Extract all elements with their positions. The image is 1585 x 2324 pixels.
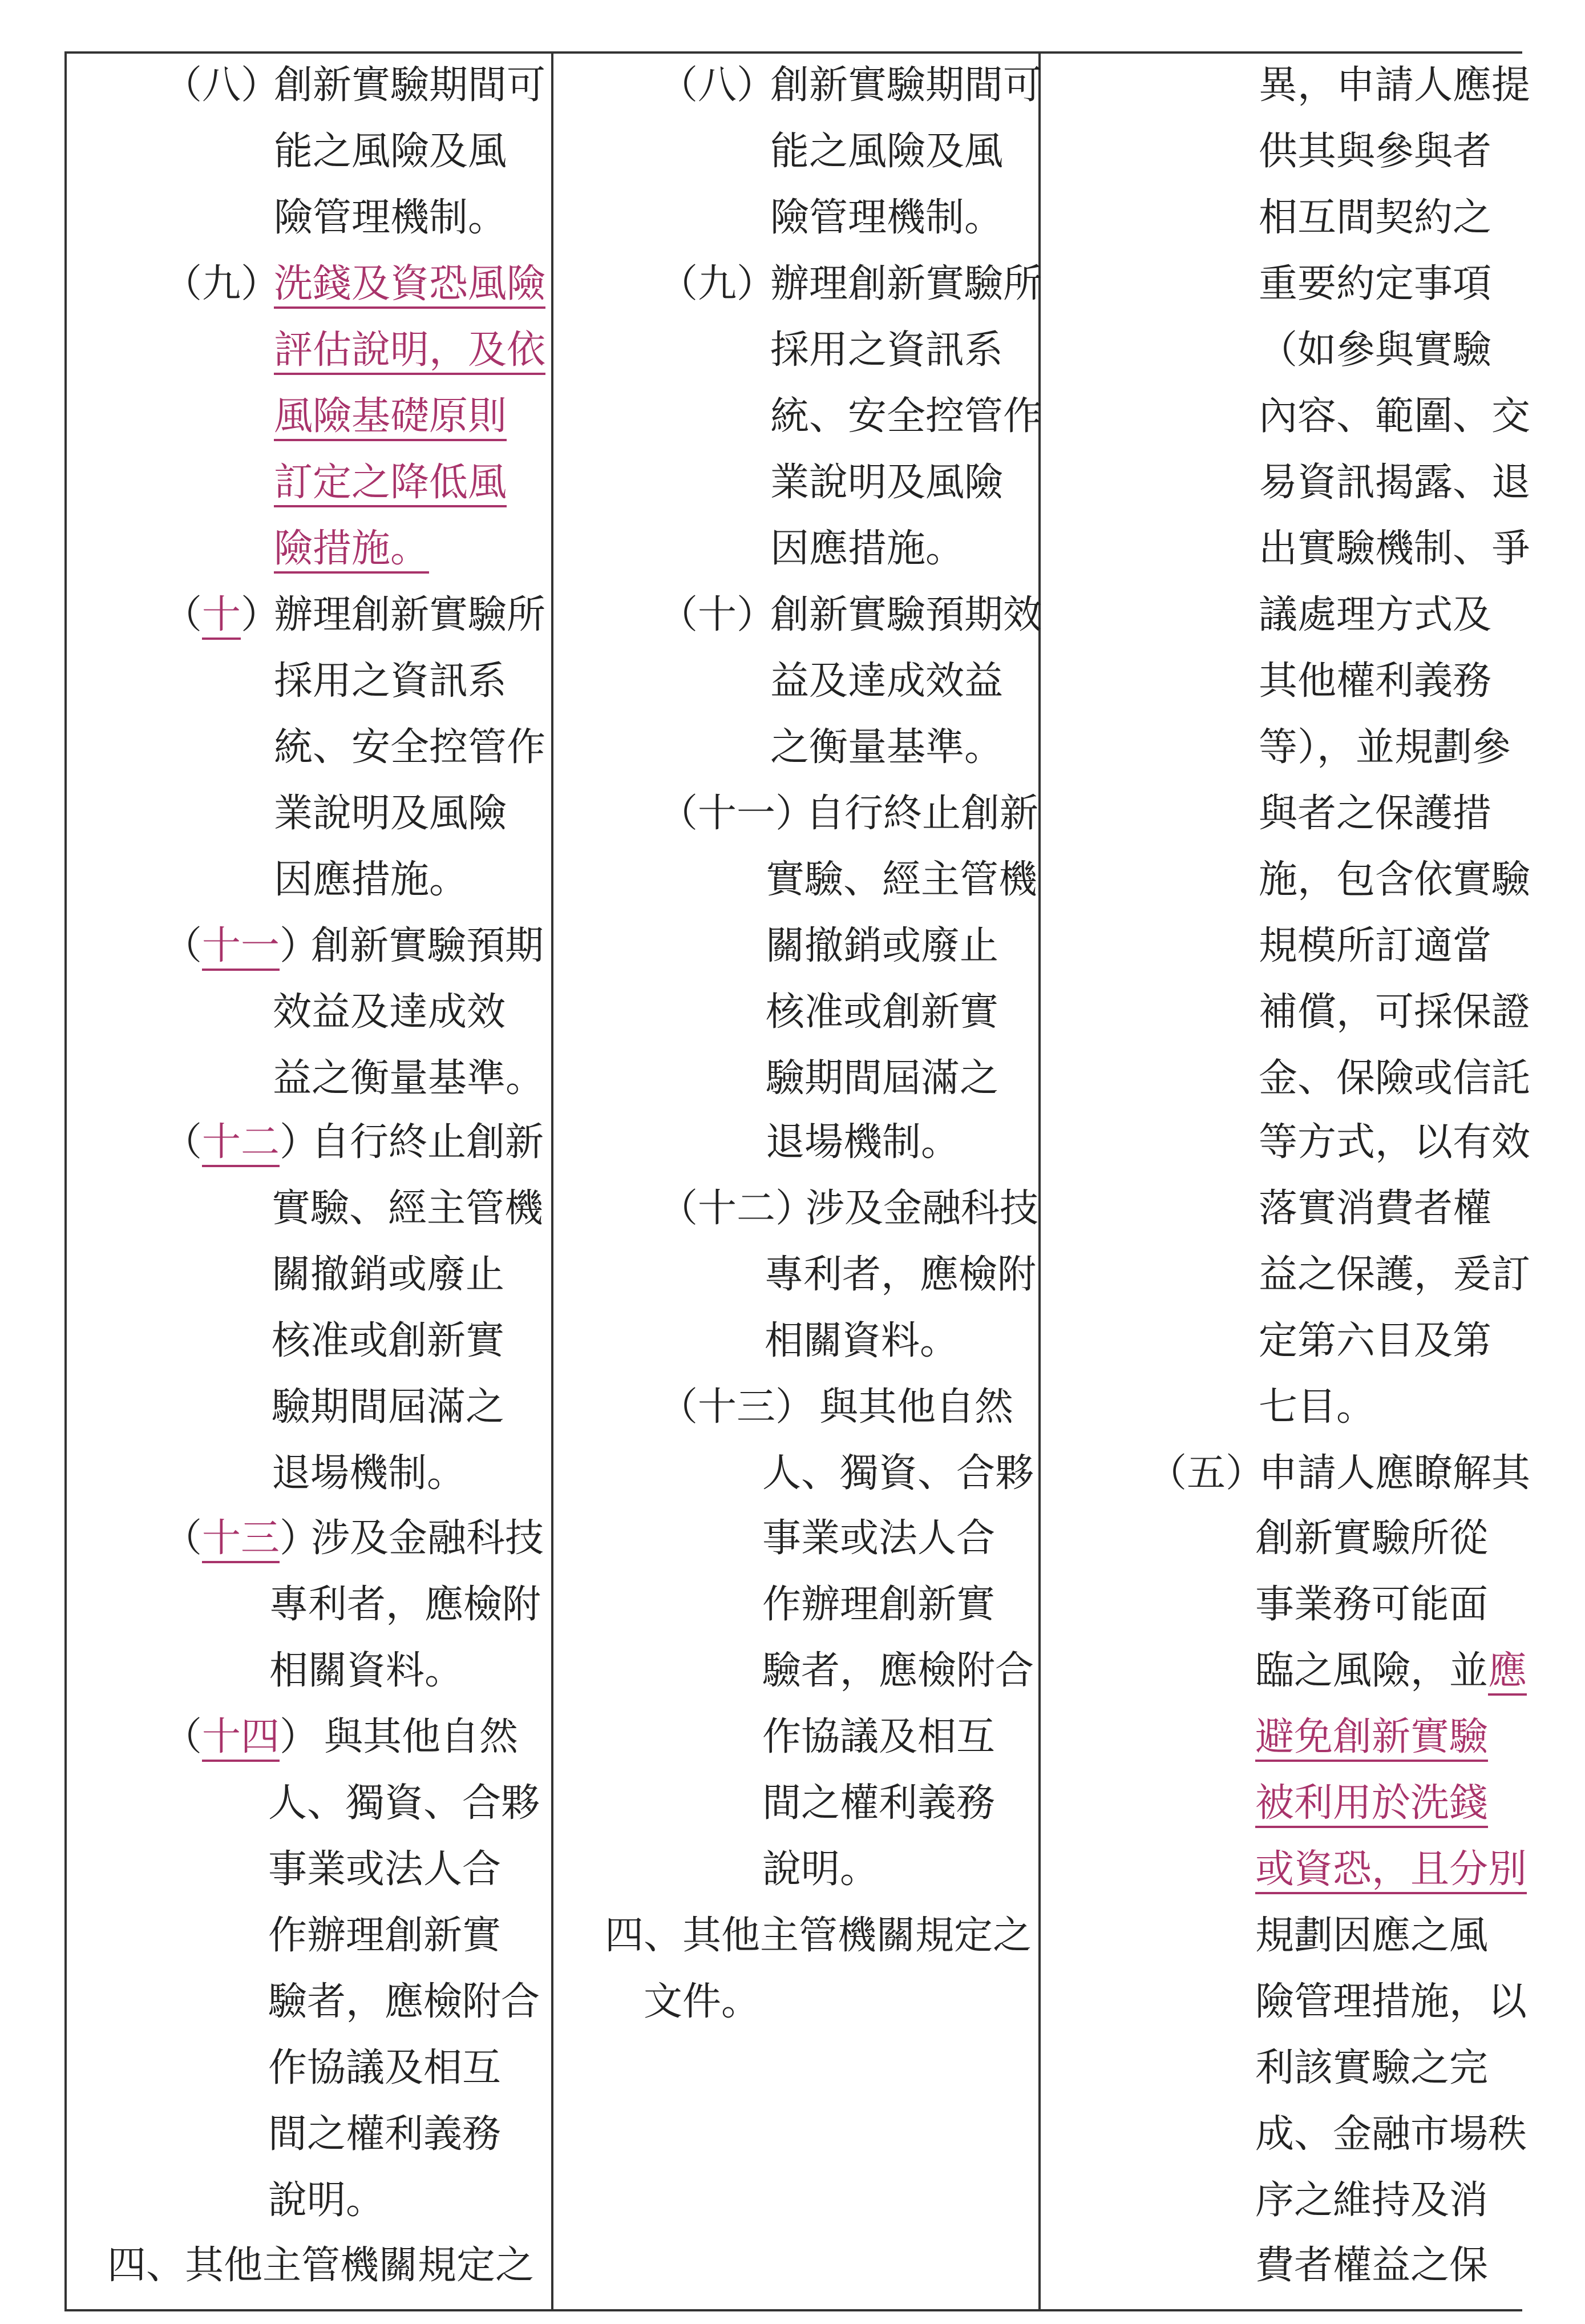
text-line: 業說明及風險 — [770, 460, 1004, 505]
text-line: 關撤銷或廢止 — [766, 923, 999, 969]
item-marker: （十） — [163, 592, 280, 638]
amended-number: 十 — [202, 592, 241, 640]
text-line: 內容、範圍、交 — [1259, 394, 1531, 439]
text-line: 等），並規劃參 — [1259, 725, 1511, 770]
amended-text-line: 被利用於洗錢 — [1255, 1781, 1488, 1828]
amended-number: 十二 — [202, 1120, 280, 1167]
text-line: 效益及達成效 — [273, 990, 506, 1035]
text-line: 驗期間屆滿之 — [766, 1056, 999, 1101]
item-marker: （十一） — [659, 791, 815, 836]
amended-text-line: 評估說明，及依 — [274, 328, 545, 375]
item-marker: （十三） — [659, 1385, 815, 1430]
text-line: 核准或創新實 — [272, 1318, 505, 1363]
text-line: 費者權益之保 — [1255, 2243, 1489, 2288]
item-marker: （九） — [659, 261, 776, 306]
text-line: 自行終止創新 — [311, 1120, 544, 1165]
item-marker: （十三） — [163, 1516, 318, 1562]
text-line: 驗者，應檢附合 — [268, 1979, 540, 2024]
text-line: 作協議及相互 — [268, 2045, 502, 2091]
text-line: 說明。 — [762, 1847, 879, 1892]
text-line: 施，包含依實驗 — [1259, 857, 1531, 902]
text-line: 涉及金融科技 — [311, 1516, 544, 1561]
text-line: 四、其他主管機關規定之 — [605, 1913, 1032, 1958]
text-line: 規劃因應之風 — [1255, 1913, 1489, 1958]
text-line: 創新實驗所從 — [1255, 1516, 1489, 1561]
text-line: 與者之保護措 — [1259, 791, 1492, 836]
text-line: 作辦理創新實 — [762, 1582, 996, 1627]
text-line: 文件。 — [644, 1979, 761, 2024]
text-line: 七目。 — [1259, 1385, 1376, 1430]
item-marker: （十） — [659, 592, 776, 638]
text-line: 業說明及風險 — [274, 791, 507, 836]
text-line: 人、獨資、合夥 — [762, 1451, 1034, 1496]
text-line: 能之風險及風 — [274, 129, 507, 174]
text-line: 供其與參與者 — [1259, 129, 1492, 174]
text-line: 險管理機制。 — [770, 195, 1004, 240]
item-marker: （九） — [163, 261, 280, 306]
amended-text-line: 或資恐，且分別 — [1255, 1847, 1527, 1894]
text-line: 說明。 — [268, 2178, 385, 2223]
text-line: 創新實驗預期 — [311, 923, 544, 969]
text-line: 實驗、經主管機 — [766, 857, 1038, 902]
text-line: 出實驗機制、爭 — [1259, 526, 1531, 571]
table-border-left — [64, 51, 67, 2311]
text-line: 相互間契約之 — [1259, 195, 1492, 240]
text-line: 與其他自然 — [819, 1385, 1014, 1430]
text-line: 退場機制。 — [766, 1120, 960, 1165]
text-line: 險管理措施，以 — [1255, 1979, 1527, 2024]
text-line: 專利者，應檢附 — [765, 1252, 1037, 1297]
amended-text-line: 風險基礎原則 — [274, 394, 507, 441]
text-line: 臨之風險，並應 — [1255, 1648, 1527, 1694]
text-line: 間之權利義務 — [268, 2112, 502, 2157]
item-marker: （十二） — [659, 1186, 815, 1231]
text-line: 事業務可能面 — [1255, 1582, 1489, 1627]
text-line: 落實消費者權 — [1259, 1186, 1492, 1231]
text-line: 益之衡量基準。 — [273, 1056, 545, 1101]
item-marker: （八） — [659, 63, 776, 108]
text-line: 申請人應瞭解其 — [1259, 1451, 1531, 1496]
amended-text-line: 訂定之降低風 — [274, 460, 507, 507]
amended-number: 十三 — [202, 1516, 280, 1563]
text-line: 作協議及相互 — [762, 1714, 996, 1760]
text-line: 事業或法人合 — [762, 1516, 996, 1561]
text-line: 因應措施。 — [770, 526, 965, 571]
text-line: 創新實驗期間可 — [770, 63, 1042, 108]
text-line: 間之權利義務 — [762, 1781, 996, 1826]
text-line: 辦理創新實驗所 — [770, 261, 1042, 306]
amended-number: 十四 — [202, 1714, 280, 1762]
text-line: 專利者，應檢附 — [269, 1582, 541, 1627]
text-line: 創新實驗期間可 — [274, 63, 546, 108]
text-line: 議處理方式及 — [1259, 592, 1492, 638]
text-line: 益及達成效益 — [770, 659, 1004, 704]
amended-number: 十一 — [202, 923, 280, 971]
text-line: 益之保護，爰訂 — [1259, 1252, 1531, 1297]
text-line: 統、安全控管作 — [274, 725, 546, 770]
text-line: 利該實驗之完 — [1255, 2045, 1489, 2091]
comparison-table — [64, 51, 1522, 2311]
text-line: 能之風險及風 — [770, 129, 1004, 174]
text-line: 相關資料。 — [765, 1318, 959, 1363]
text-line: 易資訊揭露、退 — [1259, 460, 1531, 505]
amended-text-line: 洗錢及資恐風險 — [274, 261, 545, 309]
text-line: 定第六目及第 — [1259, 1318, 1492, 1363]
text-line: 創新實驗預期效 — [770, 592, 1042, 638]
text-line: 四、其他主管機關規定之 — [107, 2243, 535, 2288]
text-line: 險管理機制。 — [274, 195, 507, 240]
text-line: 人、獨資、合夥 — [268, 1781, 540, 1826]
text-line: 涉及金融科技 — [806, 1186, 1039, 1231]
item-marker: （五） — [1148, 1451, 1265, 1496]
column-divider-1 — [551, 51, 553, 2311]
text-line: 驗期間屆滿之 — [272, 1385, 505, 1430]
text-line: 異，申請人應提 — [1259, 63, 1531, 108]
text-line: 成、金融市場秩 — [1255, 2112, 1527, 2157]
text-line: 採用之資訊系 — [274, 659, 507, 704]
text-line: 其他權利義務 — [1259, 659, 1492, 704]
amended-text: 應 — [1488, 1648, 1527, 1696]
text-line: （如參與實驗 — [1259, 328, 1492, 373]
text-line: 事業或法人合 — [268, 1847, 502, 1892]
text-line: 辦理創新實驗所 — [274, 592, 546, 638]
column-divider-2 — [1038, 51, 1041, 2311]
item-marker: （十一） — [163, 923, 318, 969]
text-line: 補償，可採保證 — [1259, 990, 1531, 1035]
text-line: 實驗、經主管機 — [272, 1186, 544, 1231]
text-line: 自行終止創新 — [806, 791, 1039, 836]
text-line: 驗者，應檢附合 — [762, 1648, 1034, 1693]
text-line: 序之維持及消 — [1255, 2178, 1489, 2223]
text-line: 關撤銷或廢止 — [272, 1252, 505, 1297]
text-line: 因應措施。 — [274, 857, 468, 902]
text-line: 相關資料。 — [269, 1648, 464, 1693]
amended-text-line: 險措施。 — [274, 526, 429, 574]
text-line: 規模所訂適當 — [1259, 923, 1492, 969]
item-marker: （十四） — [163, 1714, 318, 1760]
text-line: 等方式，以有效 — [1259, 1120, 1531, 1165]
text-line: 核准或創新實 — [766, 990, 999, 1035]
text-line: 金、保險或信託 — [1259, 1056, 1531, 1101]
item-marker: （八） — [163, 63, 280, 108]
text-line: 作辦理創新實 — [268, 1913, 502, 1958]
amended-text-line: 避免創新實驗 — [1255, 1714, 1488, 1762]
text-line: 統、安全控管作 — [770, 394, 1042, 439]
text-line: 重要約定事項 — [1259, 261, 1492, 306]
item-marker: （十二） — [163, 1120, 318, 1165]
text-line: 退場機制。 — [272, 1451, 466, 1496]
text-line: 與其他自然 — [324, 1714, 519, 1760]
text-line: 之衡量基準。 — [770, 725, 1004, 770]
text-line: 採用之資訊系 — [770, 328, 1004, 373]
